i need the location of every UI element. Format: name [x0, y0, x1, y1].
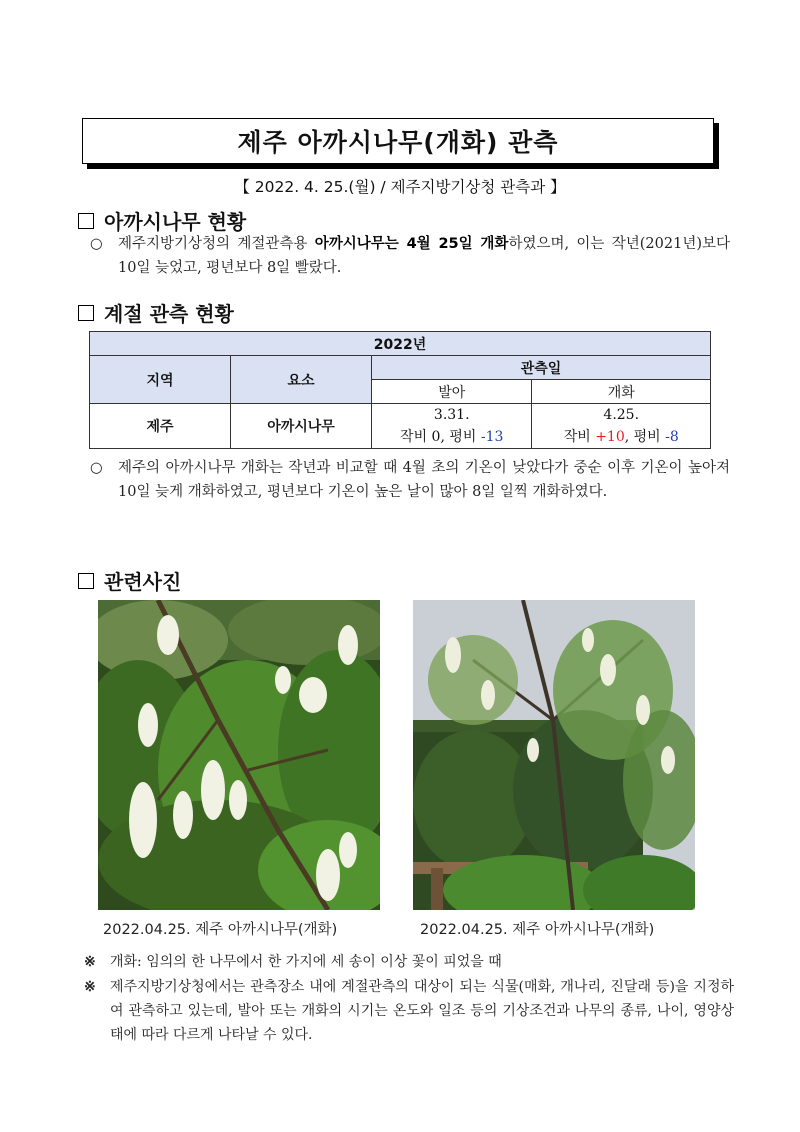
- photo-acacia-closeup: [98, 600, 380, 910]
- bloom-normal-diff: -8: [665, 429, 679, 445]
- col-region-header: 지역: [90, 356, 231, 404]
- square-bullet-icon: [78, 213, 94, 229]
- sprout-date: 3.31.: [433, 407, 470, 423]
- photo-caption-2: 2022.04.25. 제주 아까시나무(개화): [420, 922, 655, 938]
- section-heading-observation: 계절 관측 현황: [78, 298, 234, 327]
- status-paragraph: ○ 제주지방기상청의 계절관측용 아까시나무는 4월 25일 개화하였으며, 이는 작년(2021년)보다 10일 늦었고, 평년보다 8일 빨랐다.: [90, 232, 730, 280]
- col-element-header: 요소: [231, 356, 372, 404]
- bloom-date: 4.25.: [603, 407, 640, 423]
- table-year-header: 2022년: [90, 332, 711, 356]
- note-explanation: ※ 제주지방기상청에서는 관측장소 내에 계절관측의 대상이 되는 식물(매화, 개나리, 진달래 등)을 지정하여 관측하고 있는데, 발아 또는 개화의 시기는 온도와 일조 등의 기상조건과 나무의 종류, 나이, 영양상태에 따라 다르게 나타날 수 있다.: [84, 975, 734, 1047]
- section-heading-photos: 관련사진: [78, 566, 181, 595]
- col-bloom-header: 개화: [532, 380, 711, 404]
- page-title: 제주 아까시나무(개화) 관측: [82, 118, 714, 164]
- cell-element: 아까시나무: [231, 404, 372, 449]
- photo-acacia-tree: [413, 600, 695, 910]
- observation-paragraph: ○ 제주의 아까시나무 개화는 작년과 비교할 때 4월 초의 기온이 낮았다가 중순 이후 기온이 높아져 10일 늦게 개화하였고, 평년보다 기온이 높은 날이 많아 8일 일찍 개화하였다.: [90, 456, 730, 504]
- bloom-lastyear-diff: +10: [595, 429, 625, 445]
- bloom-highlight: 아까시나무는 4월 25일 개화: [314, 236, 509, 252]
- cell-region: 제주: [90, 404, 231, 449]
- circle-bullet-icon: ○: [90, 460, 103, 476]
- acacia-closeup-image: [98, 600, 380, 910]
- col-sprout-header: 발아: [372, 380, 532, 404]
- cell-bloom: 4.25. 작비 +10, 평비 -8: [532, 404, 711, 449]
- sprout-normal-diff: -13: [480, 429, 504, 445]
- observation-table: [89, 331, 711, 449]
- square-bullet-icon: [78, 305, 94, 321]
- table-row: [90, 404, 711, 449]
- col-obsday-header: 관측일: [372, 356, 711, 380]
- circle-bullet-icon: ○: [90, 236, 103, 252]
- square-bullet-icon: [78, 573, 94, 589]
- section-heading-status: 아까시나무 현황: [78, 206, 246, 235]
- reference-mark-icon: ※: [84, 979, 96, 995]
- acacia-tree-image: [413, 600, 695, 910]
- subtitle: 【 2022. 4. 25.(월) / 제주지방기상청 관측과 】: [234, 178, 566, 196]
- reference-mark-icon: ※: [84, 954, 96, 970]
- note-definition: ※ 개화: 임의의 한 나무에서 한 가지에 세 송이 이상 꽃이 피었을 때: [84, 950, 734, 974]
- photo-caption-1: 2022.04.25. 제주 아까시나무(개화): [103, 922, 338, 938]
- cell-sprout: 3.31. 작비 0, 평비 -13: [372, 404, 532, 449]
